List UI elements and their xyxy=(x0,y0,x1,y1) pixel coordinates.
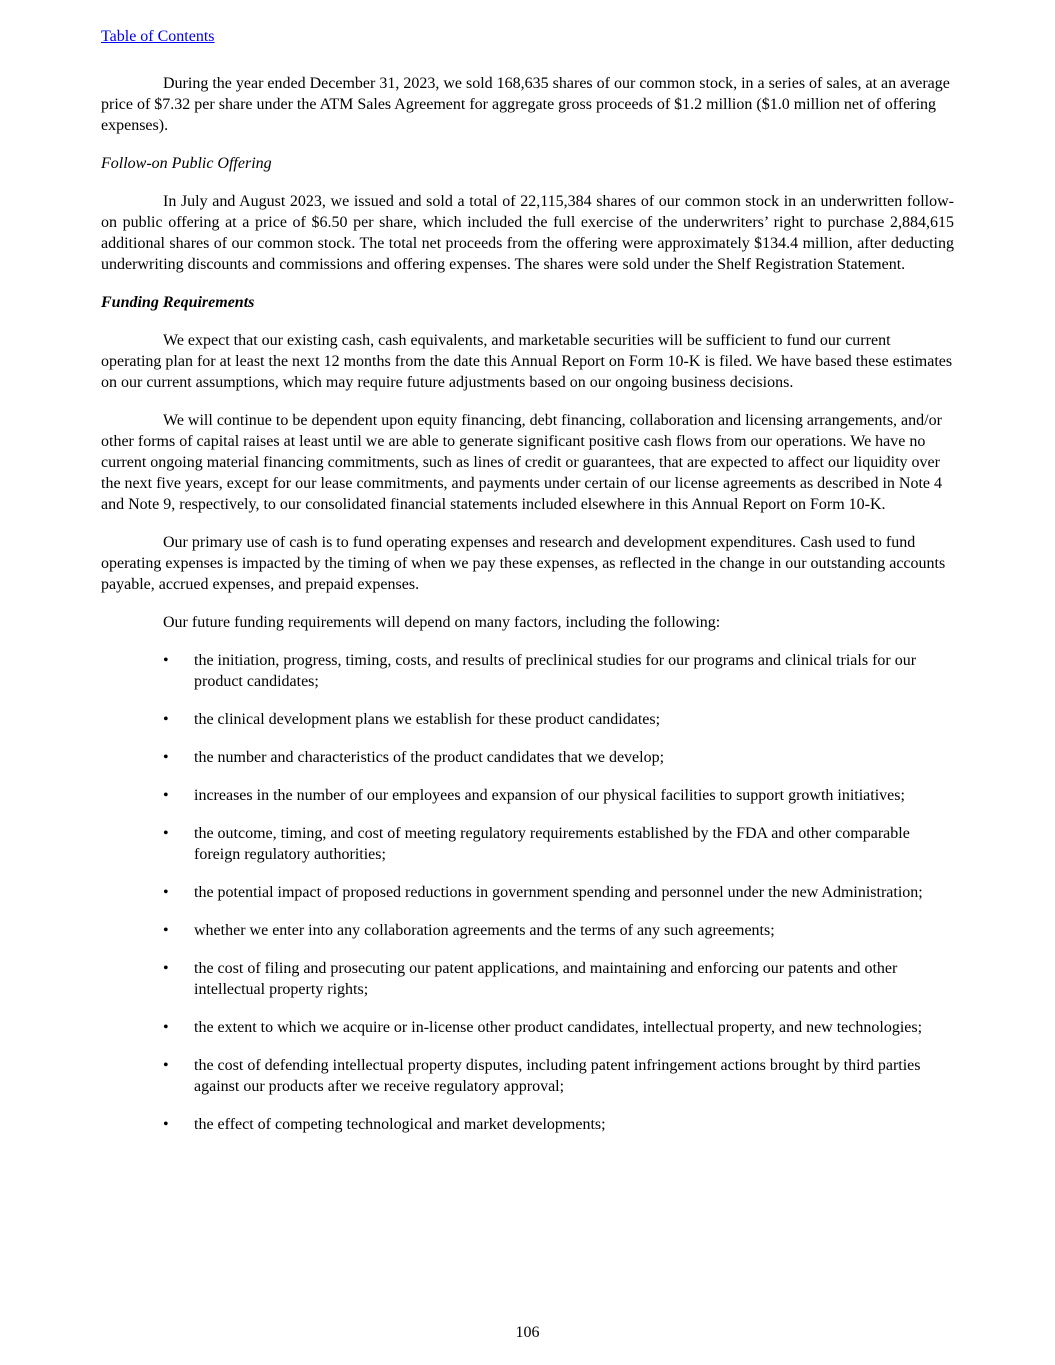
follow-on-offering-paragraph: In July and August 2023, we issued and sold a total of 22,115,384 shares of our common stock in an underwritten follow-on public offering at a price of $6.50 per share, which included the full exercise of the underwriters’ right to purchase 2,884,615 additional shares of our common stock. The total net proceeds from the offering were approximately $134.4 million, after deducting underwriting discounts and commissions and offering expenses. The shares were sold under the Shelf Registration Statement. xyxy=(101,193,954,273)
list-item-text: the outcome, timing, and cost of meeting regulatory requirements established by the FDA and other comparable foreign regulatory authorities; xyxy=(194,825,910,863)
document-page xyxy=(101,26,954,1152)
list-item xyxy=(101,1055,954,1097)
funding-factors-list xyxy=(101,650,954,1135)
list-item-text: increases in the number of our employees and expansion of our physical facilities to support growth initiatives; xyxy=(194,787,905,804)
bullet-icon: • xyxy=(163,652,169,669)
bullet-icon: • xyxy=(163,922,169,939)
bullet-icon: • xyxy=(163,1057,169,1074)
bullet-icon: • xyxy=(163,711,169,728)
list-item xyxy=(101,882,954,903)
bullet-icon: • xyxy=(163,960,169,977)
list-item-text: the potential impact of proposed reductions in government spending and personnel under the new Administration; xyxy=(194,884,923,901)
funding-paragraph-3: Our primary use of cash is to fund operating expenses and research and development expenditures. Cash used to fund operating expenses is impacted by the timing of when we pay these expenses, as reflected in the change in our outstanding accounts payable, accrued expenses, and prepaid expenses. xyxy=(101,534,946,593)
list-item xyxy=(101,958,954,1000)
page-number: 106 xyxy=(515,1324,540,1341)
list-item xyxy=(101,747,954,768)
list-item-text: the clinical development plans we establish for these product candidates; xyxy=(194,711,661,728)
follow-on-offering-heading: Follow-on Public Offering xyxy=(101,155,272,172)
funding-requirements-heading: Funding Requirements xyxy=(101,294,255,311)
list-item-text: the cost of defending intellectual property disputes, including patent infringement actions brought by third parties against our products after we receive regulatory approval; xyxy=(194,1057,921,1095)
table-of-contents-link[interactable]: Table of Contents xyxy=(101,28,215,45)
list-item-text: whether we enter into any collaboration agreements and the terms of any such agreements; xyxy=(194,922,775,939)
bullet-icon: • xyxy=(163,1019,169,1036)
atm-sales-paragraph: During the year ended December 31, 2023, we sold 168,635 shares of our common stock, in a series of sales, at an average price of $7.32 per share under the ATM Sales Agreement for aggregate gross proceeds of $1.2 million ($1.0 million net of offering expenses). xyxy=(101,75,950,134)
bullet-icon: • xyxy=(163,825,169,842)
list-item xyxy=(101,709,954,730)
list-item xyxy=(101,1017,954,1038)
list-item xyxy=(101,920,954,941)
list-item xyxy=(101,650,954,692)
list-item xyxy=(101,785,954,806)
funding-paragraph-1: We expect that our existing cash, cash equivalents, and marketable securities will be sufficient to fund our current operating plan for at least the next 12 months from the date this Annual Report on Form 10-K is filed. We have based these estimates on our current assumptions, which may require future adjustments based on our ongoing business decisions. xyxy=(101,332,953,391)
factors-intro: Our future funding requirements will depend on many factors, including the following: xyxy=(163,614,721,631)
list-item-text: the cost of filing and prosecuting our patent applications, and maintaining and enforcing our patents and other intellectual property rights; xyxy=(194,960,898,998)
bullet-icon: • xyxy=(163,749,169,766)
list-item-text: the initiation, progress, timing, costs, and results of preclinical studies for our programs and clinical trials for our product candidates; xyxy=(194,652,917,690)
bullet-icon: • xyxy=(163,787,169,804)
bullet-icon: • xyxy=(163,1116,169,1133)
list-item-text: the extent to which we acquire or in-license other product candidates, intellectual property, and new technologies; xyxy=(194,1019,923,1036)
list-item-text: the effect of competing technological and market developments; xyxy=(194,1116,606,1133)
list-item xyxy=(101,823,954,865)
list-item xyxy=(101,1114,954,1135)
bullet-icon: • xyxy=(163,884,169,901)
funding-paragraph-2: We will continue to be dependent upon equity financing, debt financing, collaboration and licensing arrangements, and/or other forms of capital raises at least until we are able to generate significant positive cash flows from our operations. We have no current ongoing material financing commitments, such as lines of credit or guarantees, that are expected to affect our liquidity over the next five years, except for our lease commitments, and payments under certain of our license agreements as described in Note 4 and Note 9, respectively, to our consolidated financial statements included elsewhere in this Annual Report on Form 10-K. xyxy=(101,412,943,513)
list-item-text: the number and characteristics of the product candidates that we develop; xyxy=(194,749,665,766)
